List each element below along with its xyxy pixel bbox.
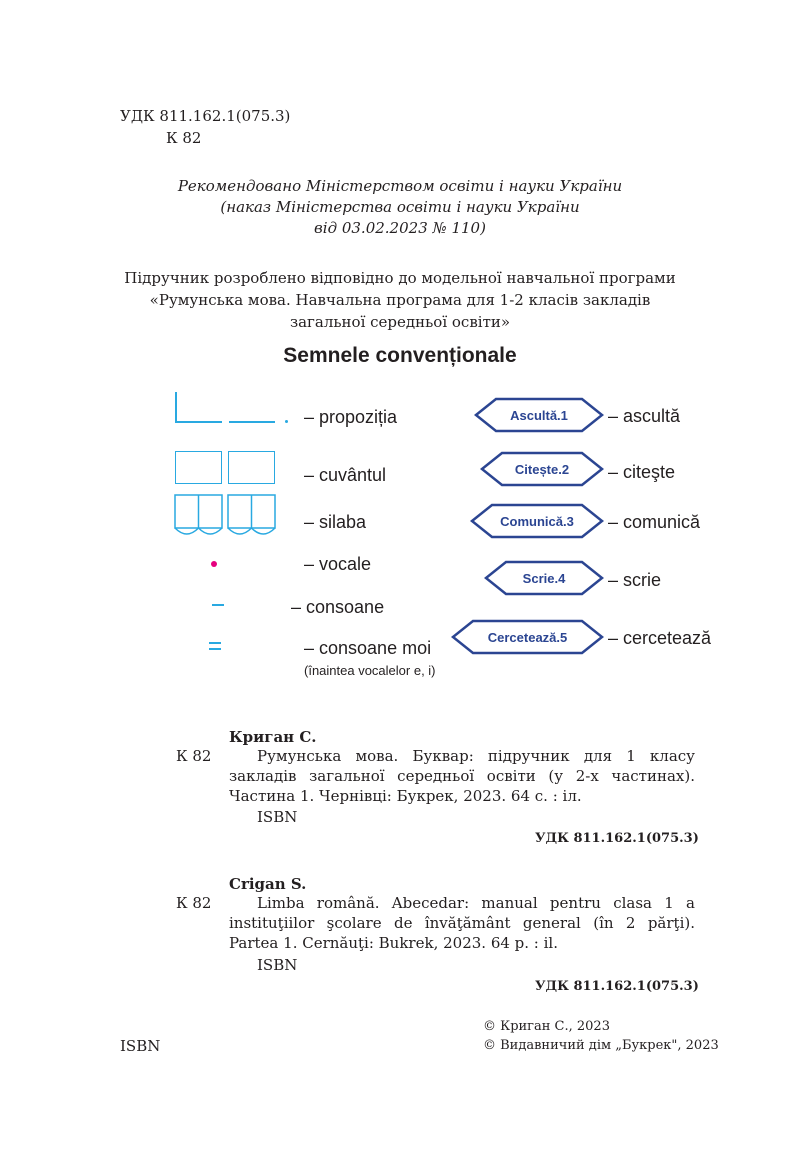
legend-label-cerceteaza: – cercetează	[608, 628, 712, 648]
legend-label-cuvantul: – cuvântul	[304, 465, 387, 485]
badge-scrie-label: Scrie.4	[522, 570, 566, 586]
legend-note: (înaintea vocalelor e, i)	[304, 663, 436, 678]
legend-label-consoane-moi: – consoane moi	[304, 638, 432, 658]
ua-isbn: ISBN	[257, 808, 298, 826]
badge-comunica	[470, 503, 604, 539]
ua-description: Румунська мова. Буквар: підручник для 1 класу закладів загальної середньої освіти (у 2-х частинах). Частина 1. Чернівці: Букрек, 2023. 64 с. : іл.	[229, 747, 695, 805]
badge-cerceteaza	[451, 619, 604, 655]
badge-asculta	[474, 397, 604, 433]
ua-code: К 82	[176, 747, 212, 765]
footer-isbn: ISBN	[120, 1037, 161, 1055]
legend-label-consoane: – consoane	[291, 597, 385, 617]
legend-label-asculta: – ascultă	[608, 406, 681, 426]
legend-label-silaba: – silaba	[304, 512, 367, 532]
recommendation-line-1: Рекомендовано Міністерством освіти і науки України	[177, 177, 623, 195]
badge-citeste-label: Citește.2	[514, 461, 570, 477]
ro-isbn: ISBN	[257, 956, 298, 974]
recommendation-line-2: (наказ Міністерства освіти і науки України	[220, 198, 580, 216]
legend-title: Semnele convenționale	[283, 344, 517, 367]
legend-label-scrie: – scrie	[608, 570, 662, 590]
badge-citeste	[480, 451, 604, 487]
program-line-1: Підручник розроблено відповідно до модельної навчальної програми	[124, 269, 676, 287]
legend-label-comunica: – comunică	[608, 512, 701, 532]
legend-label-citeste: – citeşte	[608, 462, 676, 482]
ro-code: К 82	[176, 894, 212, 912]
legend-label-vocale: – vocale	[304, 554, 372, 574]
udk-code: УДК 811.162.1(075.3)	[120, 107, 291, 125]
badge-cerceteaza-label: Cercetează.5	[487, 629, 568, 645]
consonant-dash-icon	[212, 604, 224, 606]
program-line-3: загальної середньої освіти»	[289, 313, 511, 331]
vowel-dot-icon	[211, 561, 217, 567]
program-line-2: «Румунська мова. Навчальна програма для 1-2 класів закладів	[149, 291, 651, 309]
copyright-author: © Криган С., 2023	[483, 1019, 610, 1034]
ua-author: Криган С.	[229, 728, 317, 746]
legend-label-propozitia: – propoziția	[304, 407, 398, 427]
ro-description: Limba română. Abecedar: manual pentru clasa 1 a instituţiilor şcolare de învăţământ general (în 2 părţi). Partea 1. Cernăuţi: Bukrek, 2023. 64 p. : il.	[229, 894, 695, 952]
badge-scrie	[484, 560, 604, 596]
ua-udk: УДК 811.162.1(075.3)	[535, 831, 699, 846]
author-code: К 82	[166, 129, 202, 147]
copyright-publisher: © Видавничий дім „Букрек", 2023	[483, 1038, 719, 1053]
ro-author: Crigan S.	[229, 875, 307, 893]
ro-udk: УДК 811.162.1(075.3)	[535, 979, 699, 994]
recommendation-line-3: від 03.02.2023 № 110)	[314, 219, 486, 237]
badge-asculta-label: Ascultă.1	[510, 407, 568, 423]
badge-comunica-label: Comunică.3	[500, 513, 574, 529]
